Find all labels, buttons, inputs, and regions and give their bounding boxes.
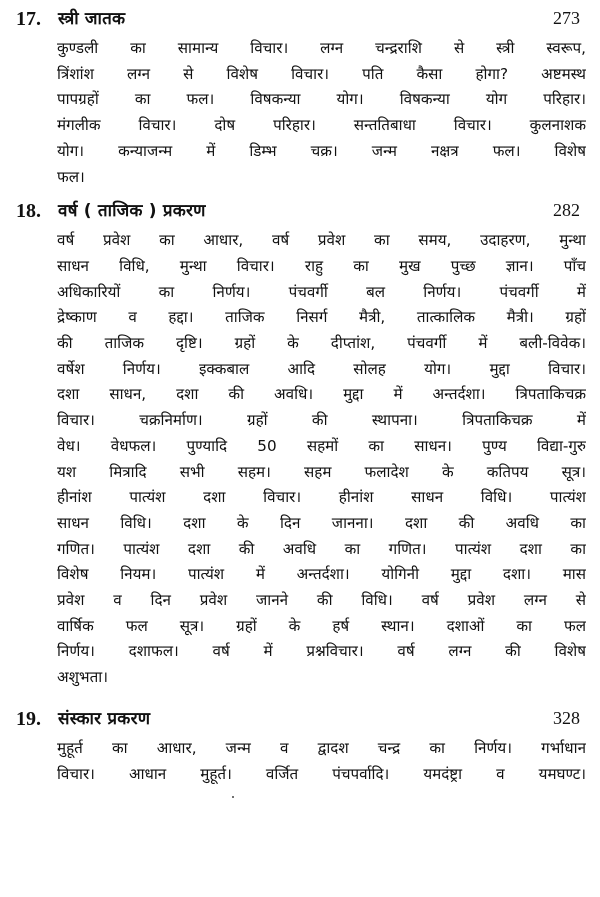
- summary-line: वेध। वेधफल। पुण्यादि 50 सहमों का साधन। पुण्य विद्या-गुरु: [57, 436, 586, 455]
- summary-line: विशेष नियम। पात्यंश में अन्तर्दशा। योगिनी मुद्दा दशा। मास: [57, 565, 586, 584]
- summary-line: कुण्डली का सामान्य विचार। लग्न चन्द्रराशि से स्त्री स्वरूप,: [57, 39, 586, 57]
- summary-line: हीनांश पात्यंश दशा विचार। हीनांश साधन विधि। पात्यंश: [57, 488, 586, 507]
- summary-line: पापग्रहों का फल। विषकन्या योग। विषकन्या योग परिहार।: [57, 90, 586, 109]
- summary-line: विचार। आधान मुहूर्त। वर्जित पंचपर्वादि। यमदंष्ट्रा व यमघण्ट।: [57, 764, 586, 783]
- chapter-title: वर्ष ( ताजिक ) प्रकरण: [58, 201, 206, 222]
- chapter-title: संस्कार प्रकरण: [58, 708, 151, 729]
- chapter-heading: [16, 702, 586, 736]
- chapter-page-number: 328: [553, 707, 580, 728]
- summary-line: अधिकारियों का निर्णय। पंचवर्गी बल निर्णय। पंचवर्गी में: [57, 282, 586, 301]
- summary-line: वार्षिक फल सूत्र। ग्रहों के हर्ष स्थान। दशाओं का फल: [57, 616, 586, 635]
- print-speck: [232, 796, 234, 798]
- chapter-heading: [16, 2, 586, 36]
- chapter-summary: [57, 228, 586, 691]
- summary-line: गणित। पात्यंश दशा की अवधि का गणित। पात्यंश दशा का: [57, 539, 586, 558]
- summary-line: अशुभता।: [57, 668, 108, 687]
- chapter-summary: [57, 36, 586, 190]
- summary-line: निर्णय। दशाफल। वर्ष में प्रश्नविचार। वर्ष लग्न की विशेष: [57, 642, 586, 661]
- summary-line: मंगलीक विचार। दोष परिहार। सन्ततिबाधा विचार। कुलनाशक: [57, 116, 586, 135]
- summary-line: द्रेष्काण व हद्दा। ताजिक निसर्ग मैत्री, तात्कालिक मैत्री। ग्रहों: [57, 308, 586, 327]
- summary-line: यश मित्रादि सभी सहम। सहम फलादेश के कतिपय सूत्र।: [57, 462, 586, 481]
- summary-line: दशा साधन, दशा की अवधि। मुद्दा में अन्तर्दशा। त्रिपताकिचक्र: [57, 385, 586, 404]
- summary-line: साधन विधि, मुन्था विचार। राहु का मुख पुच्छ ज्ञान। पाँच: [57, 256, 586, 275]
- chapter-number: 19.: [16, 707, 41, 730]
- chapter-19: [16, 702, 586, 787]
- chapter-page-number: 273: [553, 8, 580, 28]
- summary-line: साधन विधि। दशा के दिन जानना। दशा की अवधि का: [57, 513, 586, 532]
- chapter-summary: [57, 736, 586, 787]
- chapter-heading: [16, 194, 586, 228]
- chapter-number: 18.: [16, 200, 41, 223]
- chapter-page-number: 282: [553, 200, 580, 221]
- chapter-title: स्त्री जातक: [58, 9, 126, 29]
- summary-line: प्रवेश व दिन प्रवेश जानने की विधि। वर्ष प्रवेश लग्न से: [57, 591, 586, 610]
- chapter-17: [16, 0, 586, 190]
- summary-line: वर्ष प्रवेश का आधार, वर्ष प्रवेश का समय, उदाहरण, मुन्था: [57, 231, 586, 250]
- summary-line: वर्षेश निर्णय। इक्कबाल आदि सोलह योग। मुद्दा विचार।: [57, 359, 586, 378]
- summary-line: विचार। चक्रनिर्माण। ग्रहों की स्थापना। त्रिपताकिचक्र में: [57, 411, 586, 430]
- summary-line: योग। कन्याजन्म में डिम्भ चक्र। जन्म नक्षत्र फल। विशेष: [57, 141, 586, 160]
- summary-line: की ताजिक दृष्टि। ग्रहों के दीप्तांश, पंचवर्गी में बली-विवेक।: [57, 334, 586, 353]
- summary-line: फल।: [57, 167, 85, 186]
- summary-line: त्रिंशांश लग्न से विशेष विचार। पति कैसा होगा? अष्टमस्थ: [57, 64, 586, 83]
- summary-line: मुहूर्त का आधार, जन्म व द्वादश चन्द्र का निर्णय। गर्भाधान: [57, 738, 586, 757]
- chapter-number: 17.: [16, 8, 41, 30]
- chapter-18: [16, 194, 586, 691]
